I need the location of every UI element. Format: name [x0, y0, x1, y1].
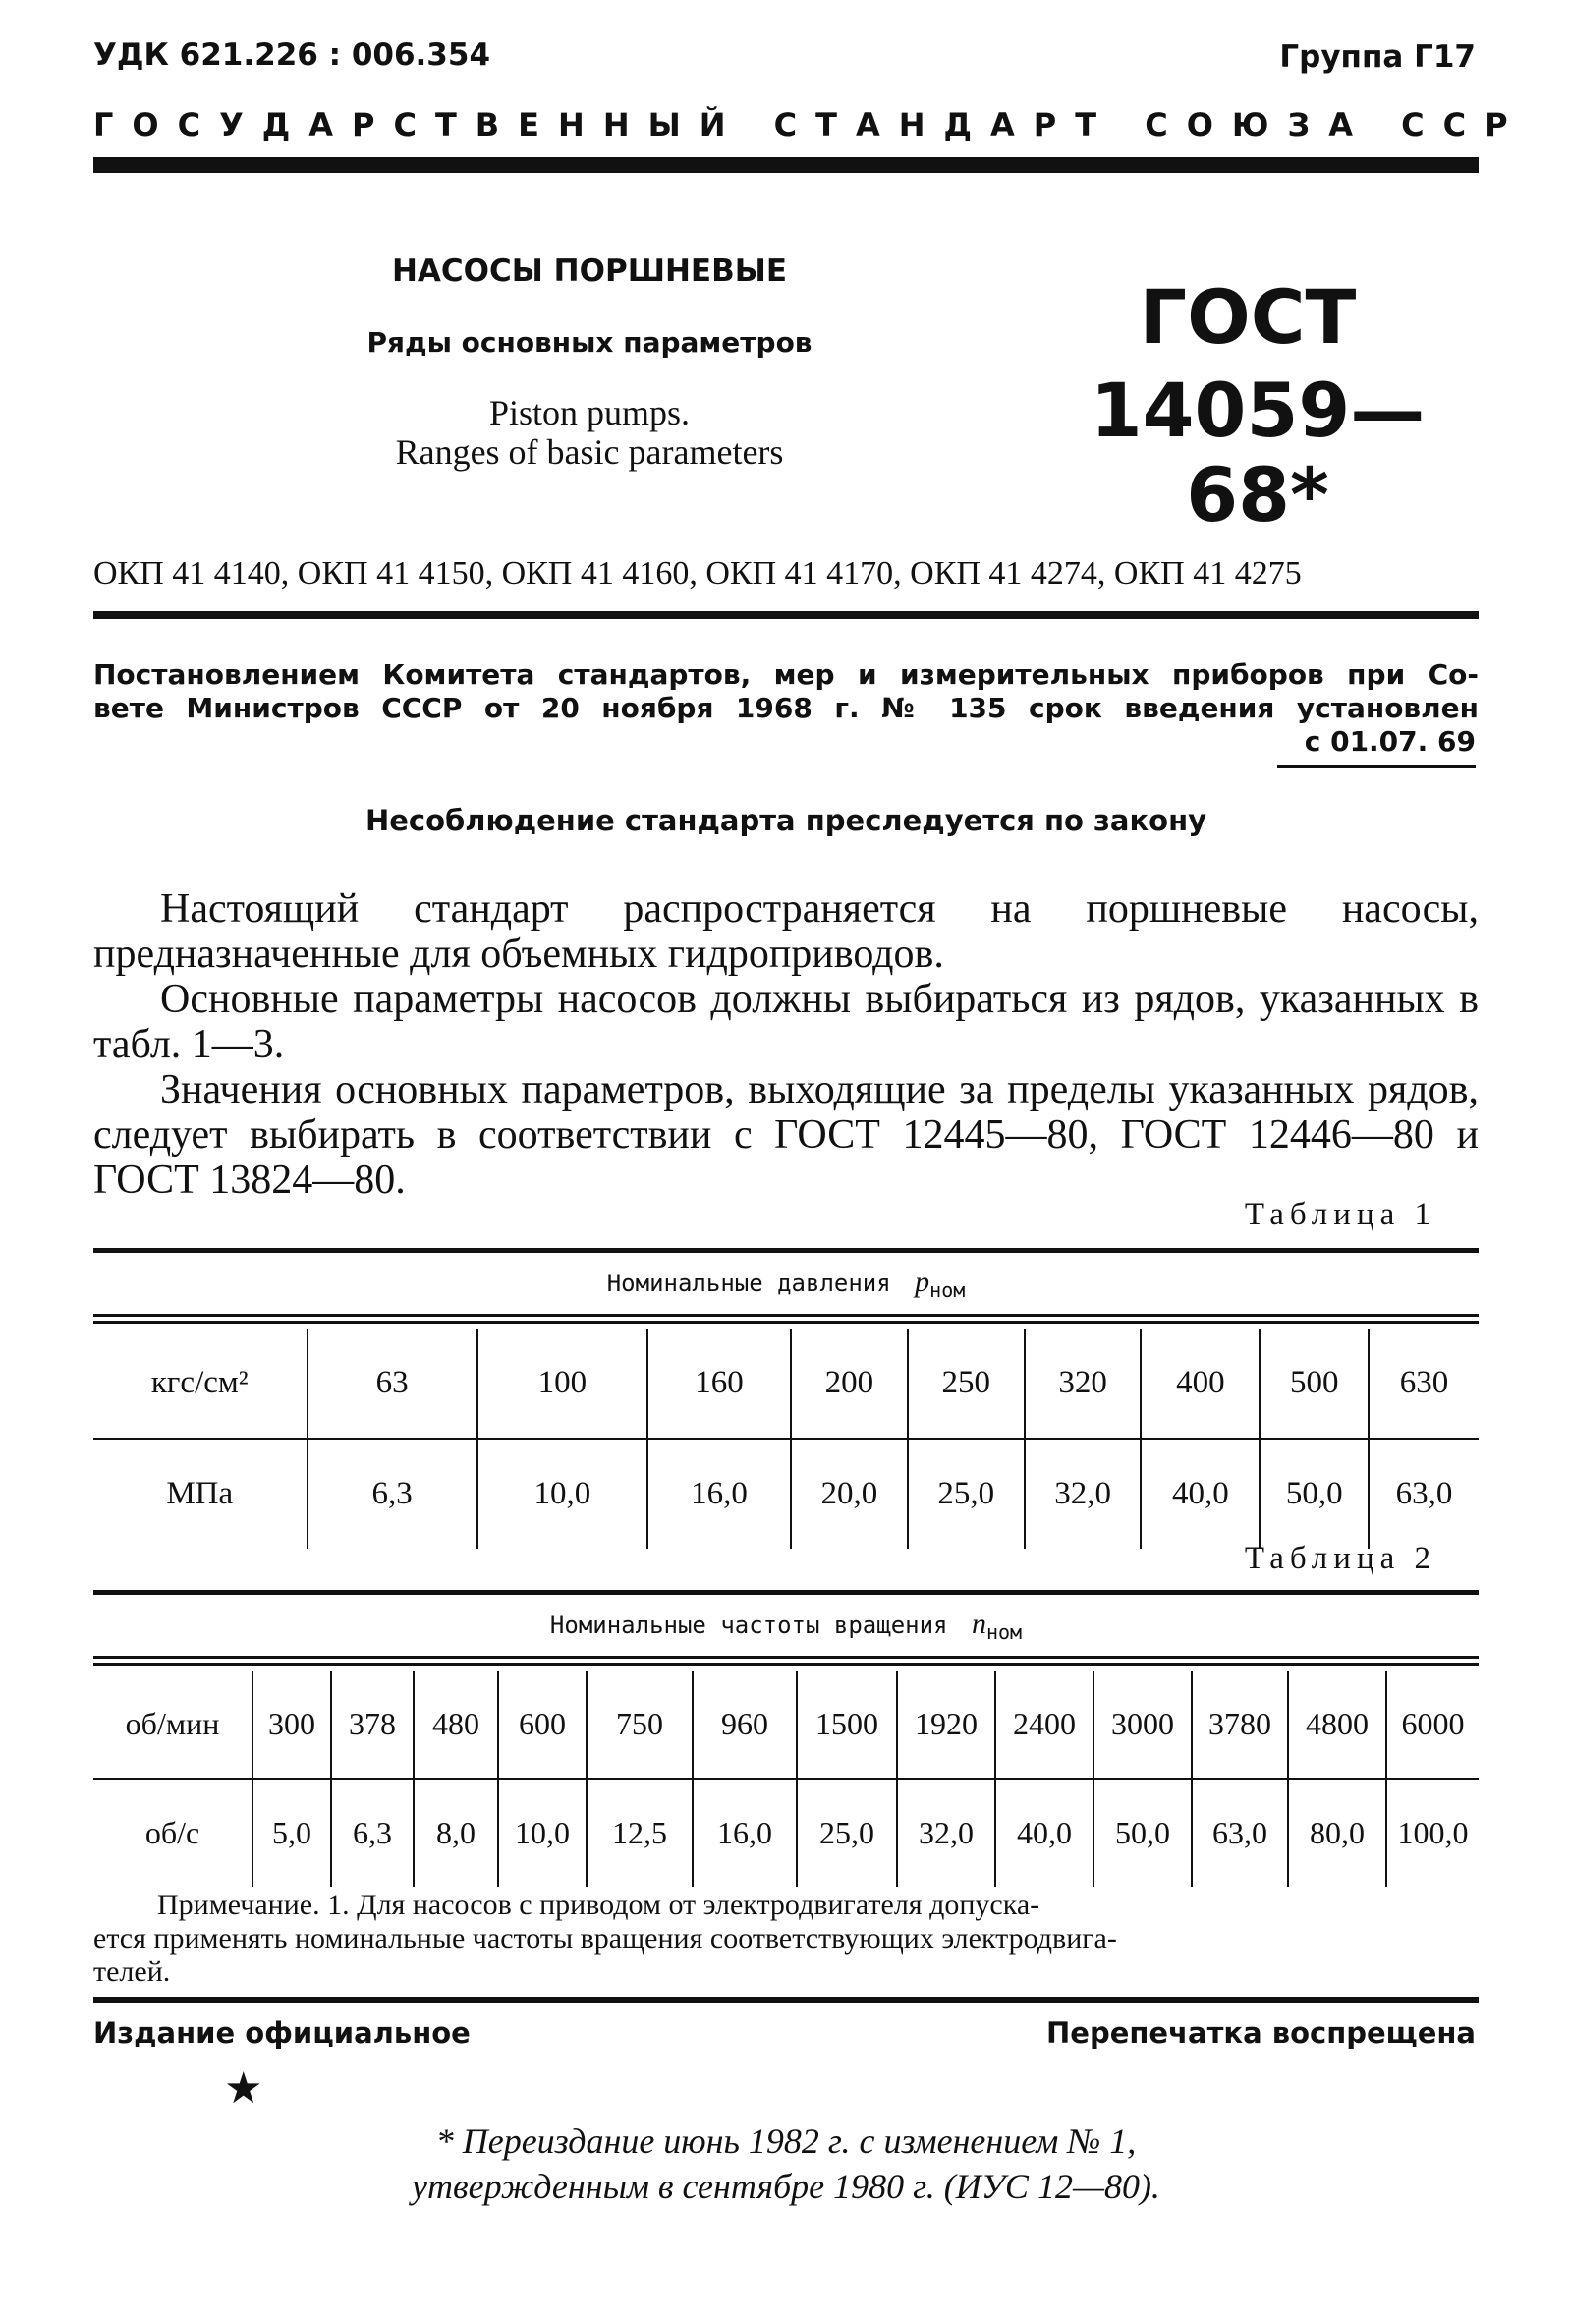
paragraph-scope: Настоящий стандарт распространяется на поршневые насосы, предназначенные для объемных гидроприводов. [93, 886, 1479, 977]
table-cell: 50,0 [1093, 1779, 1192, 1887]
paragraph-out-of-range: Значения основных параметров, выходящие за пределы указанных рядов, следует выбирать в соответствии с ГОСТ 12445—80, ГОСТ 12446—80 и ГОСТ 13824—80. [93, 1067, 1479, 1203]
table-cell: 600 [498, 1671, 587, 1779]
table2-row1-label: об/мин [93, 1671, 252, 1779]
table1-row1-label: кгс/см² [93, 1329, 308, 1439]
table-cell: 80,0 [1288, 1779, 1386, 1887]
table-cell: 1920 [897, 1671, 995, 1779]
paragraph-parameters: Основные параметры насосов должны выбираться из рядов, указанных в табл. 1—3. [93, 977, 1479, 1067]
reissue-line2: утвержденным в сентябре 1980 г. (ИУС 12—80). [412, 2167, 1160, 2206]
reprint-prohibited: Перепечатка воспрещена [1046, 2016, 1476, 2050]
table2-rotation [93, 1671, 1479, 1887]
table1-row-mpa [93, 1439, 1479, 1549]
table2-top-rule [93, 1590, 1479, 1595]
gost-label: ГОСТ [1139, 273, 1357, 361]
table-cell: 16,0 [693, 1779, 797, 1887]
table1-top-rule [93, 1248, 1479, 1253]
table2-row-rpm [93, 1671, 1479, 1779]
okp-codes: ОКП 41 4140, ОКП 41 4150, ОКП 41 4160, ОКП 41 4170, ОКП 41 4274, ОКП 41 4275 [93, 555, 1302, 592]
note-line1-text: Примечание. 1. Для насосов с приводом от электродвигателя допуска- [157, 1889, 1040, 1921]
decree-line1: Постановлением Комитета стандартов, мер и измерительных приборов при Со- [93, 658, 1479, 691]
subtitle-ru: Ряды основных параметров [366, 326, 813, 359]
table-cell: 250 [908, 1329, 1025, 1439]
decree-line2: вете Министров СССР от 20 ноября 1968 г. № 135 срок введения установлен [93, 692, 1479, 724]
table-cell: 100,0 [1397, 1815, 1469, 1850]
table-cell: 10,0 [498, 1779, 587, 1887]
table-cell: 12,5 [587, 1779, 693, 1887]
table-cell: 63,0 [1192, 1779, 1288, 1887]
table1-subscript: ном [929, 1277, 966, 1302]
table2-header-rule-b [93, 1663, 1479, 1666]
table-cell: 8,0 [414, 1779, 498, 1887]
table2-header-rule-a [93, 1656, 1479, 1659]
table-cell: 480 [414, 1671, 498, 1779]
group-code: Группа Г17 [1279, 39, 1476, 75]
table1-pressures [93, 1329, 1479, 1549]
title-en-line1: Piston pumps. [488, 393, 691, 432]
header-thick-rule [93, 157, 1479, 173]
table-cell: 3000 [1093, 1671, 1192, 1779]
table-cell: 32,0 [1025, 1439, 1142, 1549]
table1-heading [93, 1266, 1479, 1302]
table-cell: 320 [1025, 1329, 1142, 1439]
gost-number: 14059—68* [1090, 367, 1426, 538]
star-icon: ★ [224, 2064, 263, 2114]
state-standard-banner: ГОСУДАРСТВЕННЫЙ СТАНДАРТ СОЮЗА ССР [93, 106, 1527, 143]
note-line1 [93, 1889, 1479, 1922]
table-cell: 750 [587, 1671, 693, 1779]
table-cell: 400 [1141, 1329, 1260, 1439]
table-cell: 5,0 [252, 1779, 331, 1887]
note-line2: ется применять номинальные частоты вращения соответствующих электродвига- [93, 1922, 1117, 1955]
table1-header-rule-b [93, 1321, 1479, 1324]
table-cell: 378 [331, 1671, 414, 1779]
table-cell: 16,0 [647, 1439, 791, 1549]
note-line3: телей. [93, 1956, 171, 1988]
table-cell: 6,3 [308, 1439, 477, 1549]
okp-rule [93, 611, 1479, 619]
reissue-line1: * Переиздание июнь 1982 г. с изменением № 1, [435, 2122, 1137, 2161]
udk-code: УДК 621.226 : 006.354 [93, 37, 491, 73]
table-cell: 630 [1369, 1329, 1479, 1439]
table-cell: 40,0 [1141, 1439, 1260, 1549]
table-cell: 20,0 [791, 1439, 908, 1549]
table-cell: 63,0 [1395, 1476, 1453, 1511]
title-en-line2: Ranges of basic parameters [395, 432, 784, 472]
law-warning: Несоблюдение стандарта преследуется по закону [364, 804, 1207, 837]
decree-date: с 01.07. 69 [1304, 725, 1476, 758]
table-cell: 2400 [995, 1671, 1093, 1779]
table-cell: 300 [252, 1671, 331, 1779]
table2-row-rps [93, 1779, 1479, 1887]
decree-date-underline [1277, 765, 1476, 768]
table-cell: 10,0 [477, 1439, 647, 1549]
table1-row2-label: МПа [93, 1439, 308, 1549]
table1-header-rule-a [93, 1314, 1479, 1317]
footer-rule [93, 1997, 1479, 2003]
table-cell: 960 [693, 1671, 797, 1779]
table-cell: 1500 [797, 1671, 897, 1779]
table-cell: 40,0 [995, 1779, 1093, 1887]
table1-row-kgf [93, 1329, 1479, 1439]
official-edition: Издание официальное [93, 2016, 471, 2050]
table1-caption: Таблица 1 [1244, 1197, 1436, 1232]
table-cell: 32,0 [897, 1779, 995, 1887]
table2-row2-label: об/с [93, 1779, 252, 1887]
table-cell: 25,0 [908, 1439, 1025, 1549]
table-cell: 500 [1260, 1329, 1369, 1439]
table-cell: 100 [477, 1329, 647, 1439]
title-ru: НАСОСЫ ПОРШНЕВЫЕ [391, 254, 788, 289]
table-cell: 6,3 [331, 1779, 414, 1887]
table2-symbol: n [971, 1608, 986, 1640]
table-cell: 4800 [1288, 1671, 1386, 1779]
table-cell: 160 [647, 1329, 791, 1439]
table-cell: 63 [308, 1329, 477, 1439]
table2-heading-text: Номинальные частоты вращения [549, 1612, 948, 1639]
table-cell: 6000 [1386, 1671, 1479, 1779]
table1-symbol: p [915, 1266, 930, 1298]
table2-heading [93, 1608, 1479, 1644]
table-cell: 25,0 [797, 1779, 897, 1887]
table-cell: 200 [791, 1329, 908, 1439]
table2-subscript: ном [985, 1619, 1023, 1644]
table-cell: 50,0 [1260, 1439, 1369, 1549]
table-cell: 3780 [1192, 1671, 1288, 1779]
table1-heading-text: Номинальные давления [606, 1270, 891, 1297]
table2-caption: Таблица 2 [1244, 1541, 1436, 1576]
